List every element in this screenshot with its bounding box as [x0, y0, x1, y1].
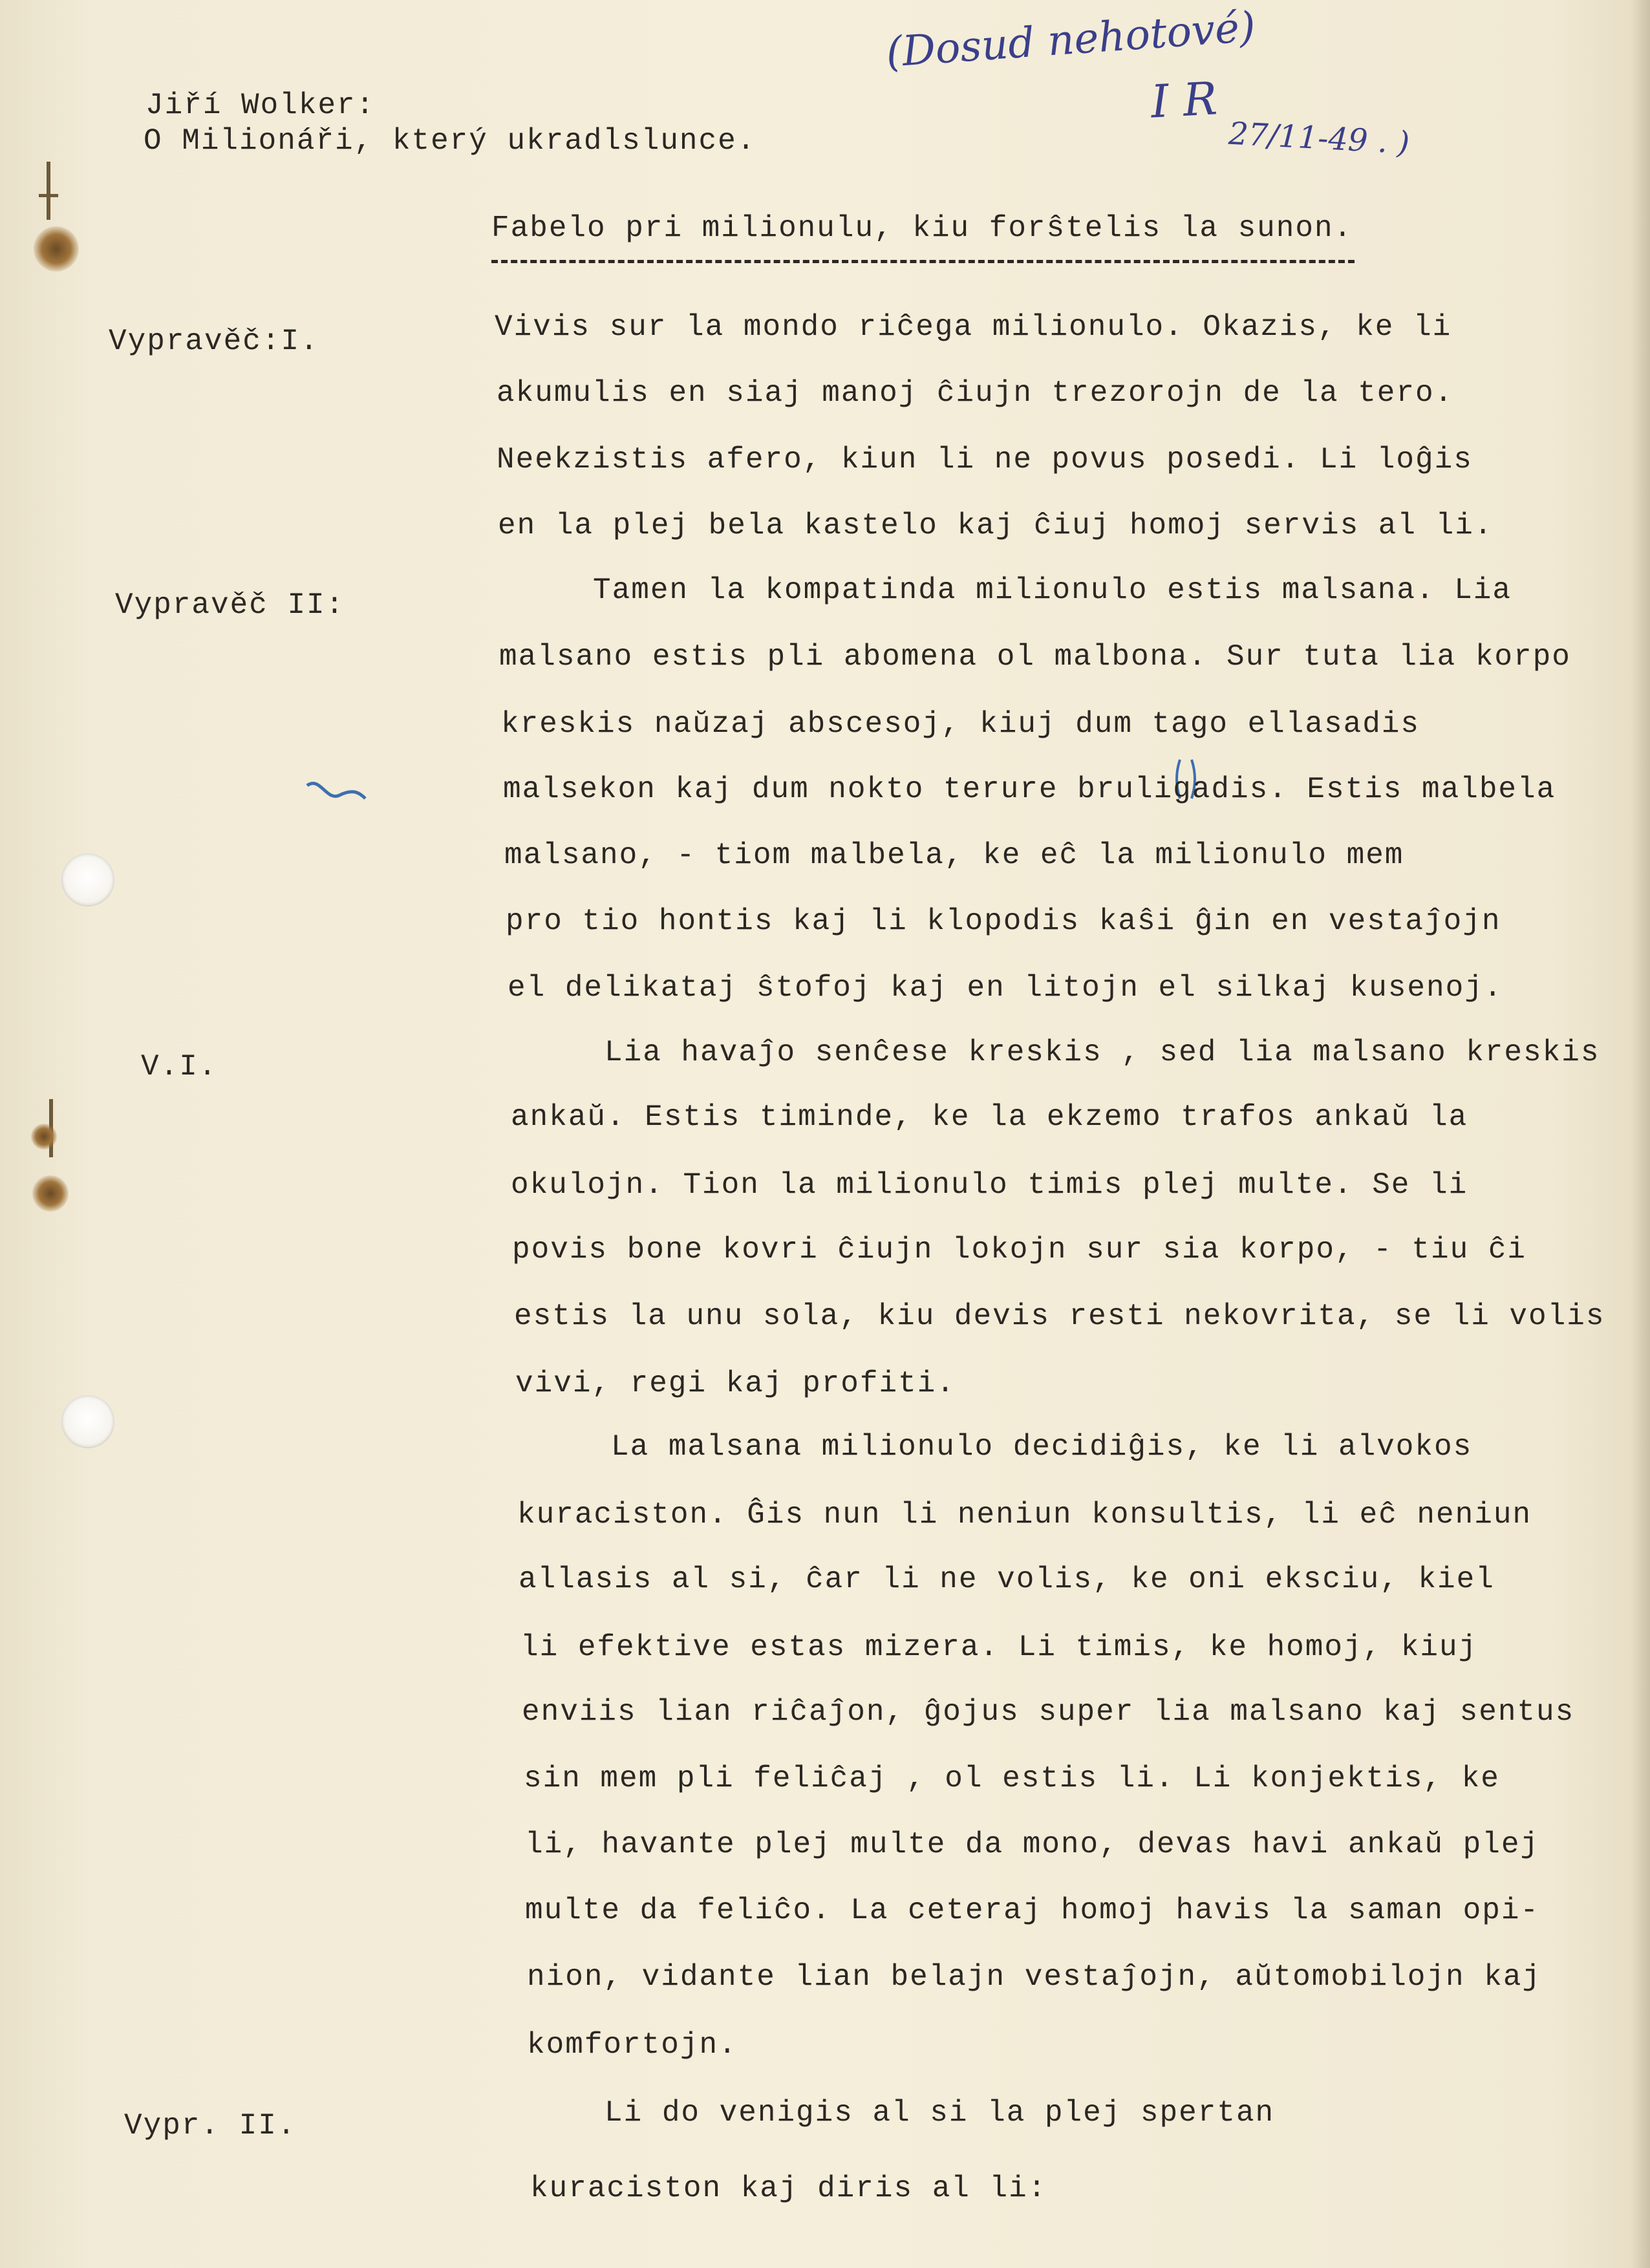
body-line-22: enviis lian riĉaĵon, ĝojus super lia malsano kaj sentus: [522, 1695, 1575, 1729]
body-line-1: Vivis sur la mondo riĉega milionulo. Okazis, ke li: [495, 310, 1452, 344]
handwritten-date: 27/11-49 . ): [1227, 115, 1411, 162]
body-line-4: en la plej bela kastelo kaj ĉiuj homoj servis al li.: [498, 509, 1494, 542]
body-line-2: akumulis en siaj manoj ĉiujn trezorojn de la tero.: [497, 376, 1454, 410]
body-line-10: pro tio hontis kaj li klopodis kaŝi ĝin en vestaĵojn: [506, 904, 1501, 938]
body-line-13: ankaŭ. Estis timinde, ke la ekzemo trafos ankaŭ la: [511, 1100, 1468, 1134]
body-line-16: estis la unu sola, kiu devis resti nekovrita, se li volis: [514, 1300, 1605, 1333]
body-line-29: kuraciston kaj diris al li:: [530, 2172, 1047, 2205]
body-line-6: malsano estis pli abomena ol malbona. Sur tuta lia korpo: [499, 640, 1571, 674]
title-underline: [491, 260, 1355, 263]
body-line-5: Tamen la kompatinda milionulo estis malsana. Lia: [593, 573, 1512, 607]
body-line-11: el delikataj ŝtofoj kaj en litojn el silkaj kusenoj.: [508, 971, 1503, 1005]
body-line-3: Neekzistis afero, kiun li ne povus posedi. Li loĝis: [497, 443, 1473, 476]
body-line-24: li, havante plej multe da mono, devas havi ankaŭ plej: [525, 1828, 1540, 1861]
handwritten-note: (Dosud nehotové): [884, 3, 1258, 77]
speaker-label-3: V.I.: [141, 1050, 218, 1084]
staple-mark-top-bar: [39, 194, 58, 197]
body-line-25: multe da feliĉo. La ceteraj homoj havis la saman opi-: [525, 1894, 1540, 1927]
body-line-7: kreskis naŭzaj abscesoj, kiuj dum tago ellasadis: [501, 707, 1420, 741]
body-line-17: vivi, regi kaj profiti.: [515, 1367, 956, 1400]
document-title: Fabelo pri milionulu, kiu forŝtelis la sunon.: [491, 211, 1353, 245]
body-line-8: malsekon kaj dum nokto terure bruligadis. Estis malbela: [503, 773, 1556, 806]
rust-stain-top: [34, 226, 79, 272]
speaker-label-1: Vypravěč:I.: [109, 325, 319, 358]
body-line-15: povis bone kovri ĉiujn lokojn sur sia korpo, - tiu ĉi: [512, 1233, 1527, 1267]
body-line-21: li efektive estas mizera. Li timis, ke homoj, kiuj: [520, 1631, 1478, 1664]
speaker-label-2: Vypravěč II:: [115, 588, 345, 622]
punch-hole-bottom: [61, 1395, 114, 1448]
body-line-23: sin mem pli feliĉaj , ol estis li. Li konjektis, ke: [524, 1762, 1500, 1795]
rust-stain-bottom-1: [31, 1124, 57, 1150]
page-edge-shadow: [1631, 0, 1650, 2268]
speaker-label-4: Vypr. II.: [124, 2109, 297, 2143]
body-line-19: kuraciston. Ĝis nun li neniun konsultis, li eĉ neniun: [517, 1498, 1532, 1532]
body-line-27: komfortojn.: [527, 2028, 738, 2062]
body-line-18: La malsana milionulo decidiĝis, ke li alvokos: [611, 1430, 1473, 1464]
body-line-20: allasis al si, ĉar li ne volis, ke oni eksciu, kiel: [519, 1563, 1495, 1596]
body-line-26: nion, vidante lian belajn vestaĵojn, aŭtomobilojn kaj: [527, 1960, 1542, 1994]
handwritten-initials: I R: [1149, 72, 1219, 129]
body-line-12: Lia havaĵo senĉese kreskis , sed lia malsano kreskis: [605, 1036, 1600, 1069]
punch-hole-top: [61, 853, 114, 906]
pen-mark-icon: [304, 773, 369, 811]
rust-stain-bottom-2: [32, 1175, 69, 1212]
body-line-28: Li do venigis al si la plej spertan: [605, 2096, 1275, 2130]
body-line-14: okulojn. Tion la milionulo timis plej multe. Se li: [511, 1168, 1468, 1202]
body-line-9: malsano, - tiom malbela, ke eĉ la milionulo mem: [504, 839, 1404, 872]
author-name: Jiří Wolker:: [145, 89, 376, 122]
czech-title: O Milionáři, který ukradlslunce.: [144, 124, 756, 158]
staple-mark-top: [47, 162, 50, 220]
